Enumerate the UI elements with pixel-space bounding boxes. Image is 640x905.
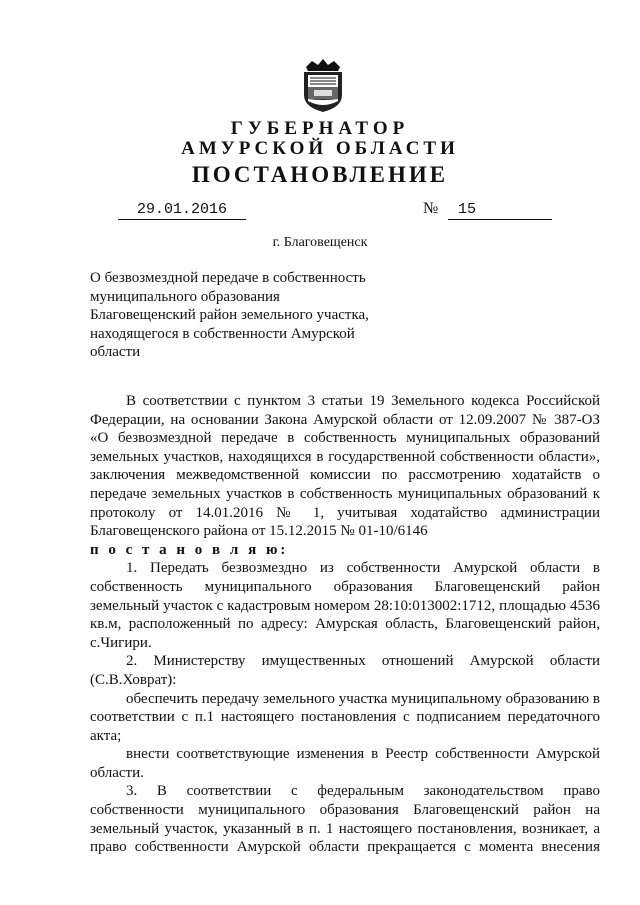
issuer-title: ГУБЕРНАТОР — [230, 118, 410, 139]
city-line: г. Благовещенск — [272, 235, 368, 250]
item-2a-paragraph: обеспечить передачу земельного участка муниципальному образованию в соответствии с п.1 настоящего постановления с подписанием передаточного акта; — [90, 690, 600, 744]
document-date: 29.01.2016 — [118, 201, 246, 220]
resolve-heading: п о с т а н о в л я ю: — [90, 541, 289, 558]
item-3-paragraph: 3. В соответствии с федеральным законодательством право собственности муниципального образования Благовещенский район на земельный участок, указанный в п. 1 настоящего постановления, возникает, а право собственности Амурской области прекращается с момента внесения — [90, 783, 600, 856]
item-2b-paragraph: внести соответствующие изменения в Реестр собственности Амурской области. — [90, 746, 600, 781]
coat-of-arms-emblem — [298, 57, 348, 113]
document-subject: О безвозмездной передаче в собственность муниципального образования Благовещенский район земельного участка, находящегося в собственности Амурской области — [90, 270, 369, 360]
item-1-paragraph: 1. Передать безвозмездно из собственности Амурской области в собственность муниципального образования Благовещенский район земельный участок с кадастровым номером 28:10:013002:1712, площадью 4536 кв.м, расположенный по адресу: Амурская область, Благовещенский район, с.Чигири. — [90, 560, 600, 651]
document-number: 15 — [448, 201, 552, 220]
issuer-region: АМУРСКОЙ ОБЛАСТИ — [181, 138, 459, 159]
document-type: ПОСТАНОВЛЕНИЕ — [191, 162, 449, 187]
document-body — [90, 392, 600, 857]
item-2-paragraph: 2. Министерству имущественных отношений Амурской области (С.В.Ховрат): — [90, 653, 600, 688]
number-label: № — [423, 200, 439, 217]
preamble-paragraph: В соответствии с пунктом 3 статьи 19 Земельного кодекса Российской Федерации, на основании Закона Амурской области от 12.09.2007 № 387-ОЗ «О безвозмездной передаче в собственность муниципальных образований земельных участков, находящихся в государственной собственности области», заключения межведомственной комиссии по рассмотрению ходатайств о передаче земельных участков в собственность муниципальных образований к протоколу от 14.01.2016 № 1, учитывая ходатайство администрации Благовещенского района от 15.12.2015 № 01-10/6146 — [90, 393, 600, 540]
